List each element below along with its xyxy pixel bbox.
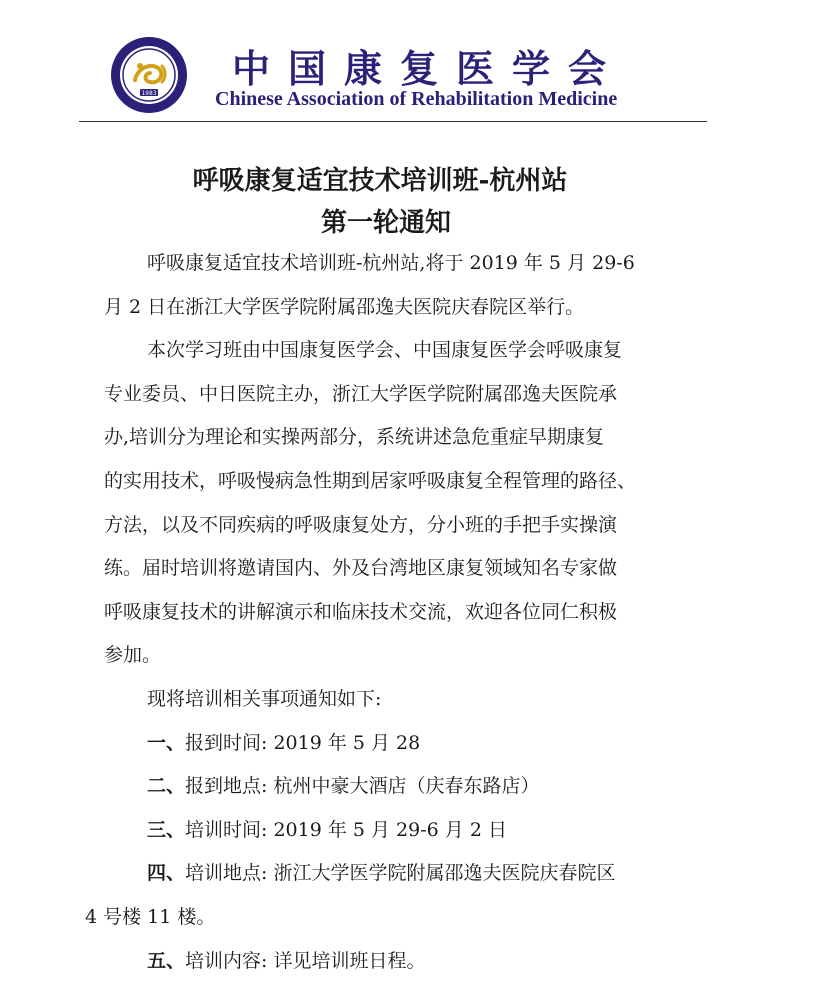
logo-year: 1983 bbox=[141, 90, 156, 97]
notice-subtitle: 第一轮通知 bbox=[0, 202, 772, 239]
association-logo-icon bbox=[110, 36, 188, 114]
notice-item bbox=[104, 728, 714, 772]
paragraph-line: 参加。 bbox=[104, 640, 714, 684]
item-text: 报到时间: 2019 年 5 月 28 bbox=[185, 732, 420, 754]
paragraph-line: 的实用技术，呼吸慢病急性期到居家呼吸康复全程管理的路径、 bbox=[104, 466, 714, 510]
item-text: 培训时间: 2019 年 5 月 29-6 月 2 日 bbox=[185, 819, 507, 841]
paragraph-line: 方法，以及不同疾病的呼吸康复处方，分小班的手把手实操演 bbox=[104, 510, 714, 554]
letterhead bbox=[0, 0, 820, 125]
item-number: 四、 bbox=[147, 862, 185, 884]
paragraph-line: 现将培训相关事项通知如下: bbox=[104, 684, 714, 728]
notice-item bbox=[104, 946, 714, 989]
paragraph-line: 月 2 日在浙江大学医学院附属邵逸夫医院庆春院区举行。 bbox=[104, 292, 714, 336]
notice-item bbox=[104, 771, 714, 815]
item-number: 二、 bbox=[147, 775, 185, 797]
org-name-chinese: 中国康复医学会 bbox=[232, 38, 624, 93]
paragraph-line: 专业委员、中日医院主办，浙江大学医学院附属邵逸夫医院承 bbox=[104, 379, 714, 423]
item-text: 培训内容: 详见培训班日程。 bbox=[185, 950, 425, 972]
paragraph-line: 本次学习班由中国康复医学会、中国康复医学会呼吸康复 bbox=[104, 335, 714, 379]
item-text: 培训地点: 浙江大学医学院附属邵逸夫医院庆春院区 bbox=[185, 862, 615, 884]
item-text: 报到地点: 杭州中豪大酒店（庆春东路店） bbox=[185, 775, 539, 797]
header-divider bbox=[79, 121, 707, 122]
paragraph-line: 练。届时培训将邀请国内、外及台湾地区康复领域知名专家做 bbox=[104, 553, 714, 597]
item-continuation: 4 号楼 11 楼。 bbox=[85, 902, 714, 946]
notice-item bbox=[104, 815, 714, 859]
notice-item bbox=[104, 858, 714, 902]
item-number: 三、 bbox=[147, 819, 185, 841]
paragraph-line: 呼吸康复技术的讲解演示和临床技术交流，欢迎各位同仁积极 bbox=[104, 597, 714, 641]
paragraph-line: 办,培训分为理论和实操两部分，系统讲述急危重症早期康复 bbox=[104, 422, 714, 466]
paragraph-line: 呼吸康复适宜技术培训班-杭州站,将于 2019 年 5 月 29-6 bbox=[104, 248, 714, 292]
item-number: 五、 bbox=[147, 950, 185, 972]
notice-body bbox=[104, 248, 714, 989]
item-number: 一、 bbox=[147, 732, 185, 754]
notice-title: 呼吸康复适宜技术培训班-杭州站 bbox=[0, 160, 760, 197]
org-name-english: Chinese Association of Rehabilitation Medicine bbox=[215, 88, 617, 111]
